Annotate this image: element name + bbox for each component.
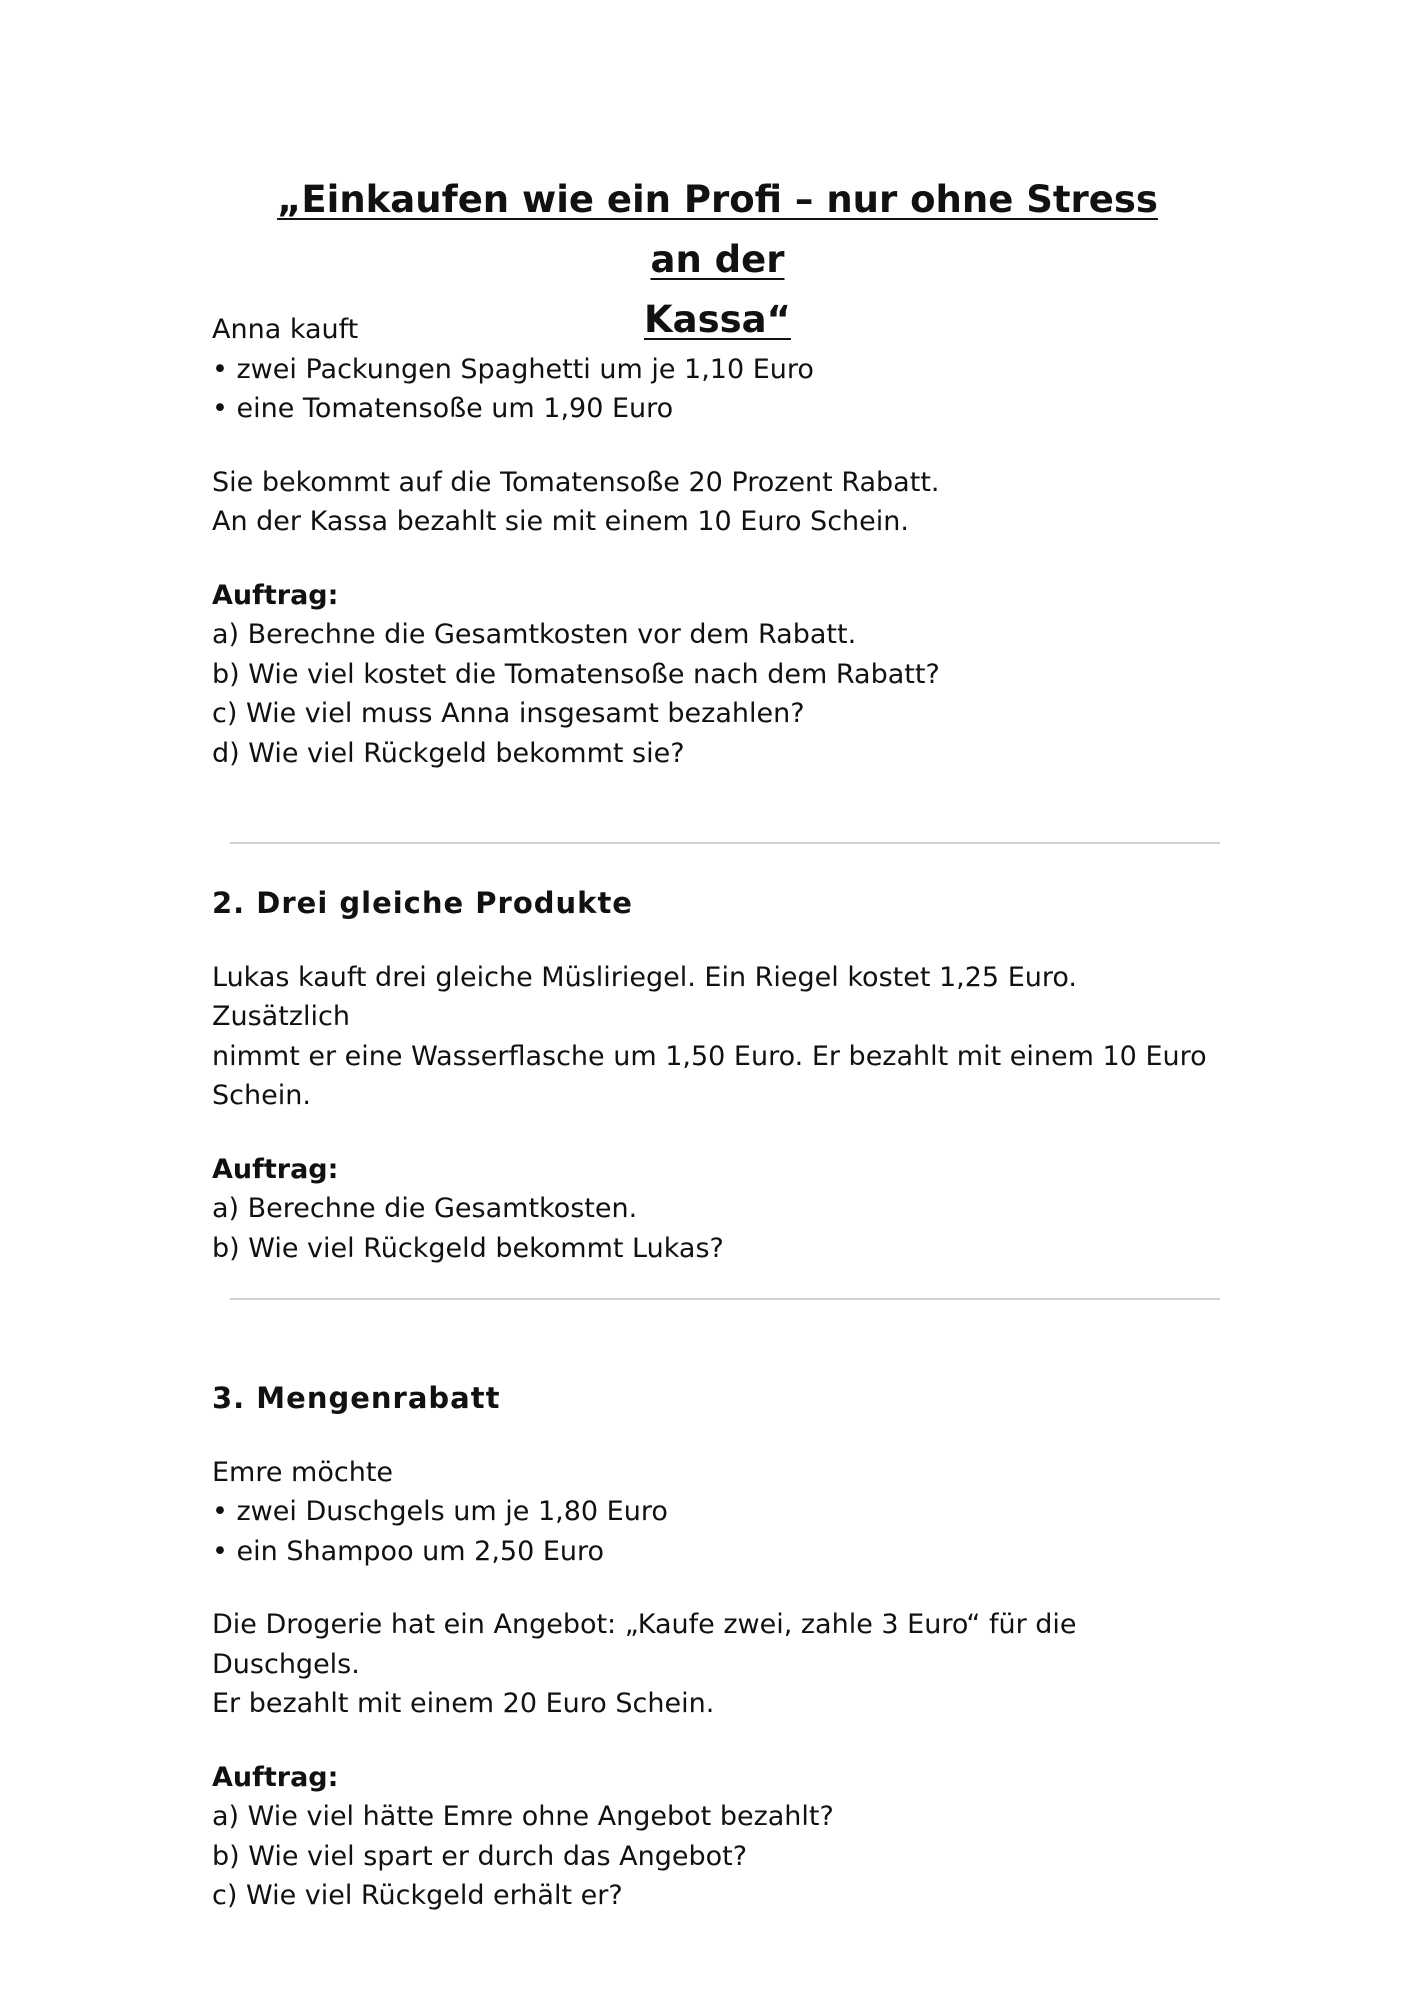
section-1-intro: Anna kauft — [212, 314, 359, 345]
section-3-heading: 3. Mengenrabatt — [212, 1381, 501, 1415]
section-2-text: Schein. — [212, 1080, 311, 1111]
section-1-task-label: Auftrag: — [212, 579, 339, 611]
section-3-item: • zwei Duschgels um je 1,80 Euro — [212, 1496, 668, 1527]
section-1-task: a) Berechne die Gesamtkosten vor dem Rabatt. — [212, 619, 857, 650]
section-3-task-label: Auftrag: — [212, 1761, 339, 1793]
section-2 — [212, 884, 1222, 1268]
section-2-task: b) Wie viel Rückgeld bekommt Lukas? — [212, 1232, 724, 1264]
section-2-text: nimmt er eine Wasserflasche um 1,50 Euro. Er bezahlt mit einem 10 Euro — [212, 1040, 1207, 1072]
section-2-heading: 2. Drei gleiche Produkte — [212, 886, 633, 920]
section-1-info: Sie bekommt auf die Tomatensoße 20 Prozent Rabatt. — [212, 466, 940, 498]
title-line-2: Kassa“ — [644, 298, 791, 341]
section-1 — [212, 310, 1222, 773]
section-1-task: c) Wie viel muss Anna insgesamt bezahlen? — [212, 698, 805, 729]
section-3-task: a) Wie viel hätte Emre ohne Angebot bezahlt? — [212, 1801, 834, 1832]
section-divider — [230, 1298, 1220, 1300]
section-3-intro: Emre möchte — [212, 1456, 394, 1488]
section-3-info: Er bezahlt mit einem 20 Euro Schein. — [212, 1688, 715, 1719]
section-2-task-label: Auftrag: — [212, 1153, 339, 1185]
section-1-task: b) Wie viel kostet die Tomatensoße nach dem Rabatt? — [212, 658, 940, 690]
section-3-task: c) Wie viel Rückgeld erhält er? — [212, 1880, 623, 1911]
title-line-1: „Einkaufen wie ein Profi – nur ohne Stress an der — [277, 178, 1158, 281]
section-1-info: An der Kassa bezahlt sie mit einem 10 Euro Schein. — [212, 506, 909, 537]
section-2-text: Lukas kauft drei gleiche Müsliriegel. Ein Riegel kostet 1,25 Euro. Zusätzlich — [212, 961, 1078, 1032]
section-3 — [212, 1379, 1222, 1916]
worksheet-content — [212, 310, 1222, 1916]
section-1-task: d) Wie viel Rückgeld bekommt sie? — [212, 737, 685, 769]
section-2-task: a) Berechne die Gesamtkosten. — [212, 1193, 638, 1224]
section-3-info: Die Drogerie hat ein Angebot: „Kaufe zwei, zahle 3 Euro“ für die Duschgels. — [212, 1609, 1077, 1680]
section-1-item: • eine Tomatensoße um 1,90 Euro — [212, 393, 674, 424]
section-divider — [230, 842, 1220, 844]
section-1-item: • zwei Packungen Spaghetti um je 1,10 Euro — [212, 353, 814, 385]
section-3-item: • ein Shampoo um 2,50 Euro — [212, 1535, 605, 1567]
section-3-task: b) Wie viel spart er durch das Angebot? — [212, 1840, 748, 1872]
